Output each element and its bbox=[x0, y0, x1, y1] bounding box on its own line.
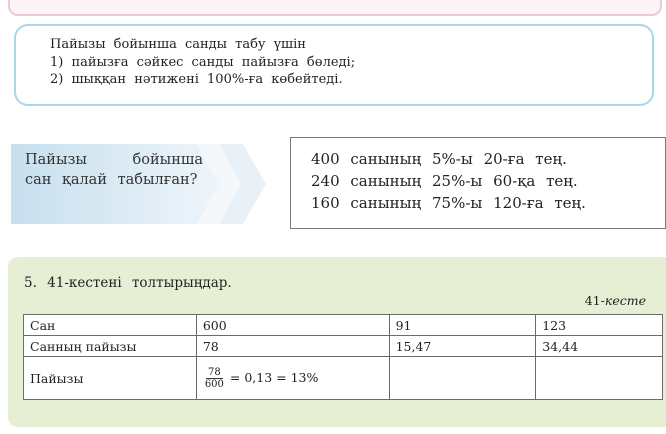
question-arrow bbox=[11, 144, 266, 224]
rule-title: Пайызы бойынша санды табу үшін bbox=[50, 37, 306, 52]
table-cell: Пайызы bbox=[24, 357, 197, 400]
rule-box bbox=[14, 24, 654, 106]
question-text: Пайызы бойынша сан қалай табылған? bbox=[25, 152, 203, 188]
table-row bbox=[24, 315, 663, 336]
fraction-denominator: 600 bbox=[204, 378, 224, 390]
exercise-panel bbox=[8, 257, 666, 427]
percent-table bbox=[23, 314, 663, 400]
table-cell: 34,44 bbox=[536, 336, 663, 357]
table-row bbox=[24, 336, 663, 357]
example-line: 240 санының 25%-ы 60-қа тең. bbox=[311, 172, 578, 190]
table-caption bbox=[585, 293, 646, 308]
table-cell: 91 bbox=[389, 315, 536, 336]
fraction bbox=[203, 367, 226, 390]
rule-step-2: 2) шыққан нәтижені 100%-ға көбейтеді. bbox=[50, 72, 343, 87]
top-decorative-box bbox=[8, 0, 662, 16]
example-line: 400 санының 5%-ы 20-ға тең. bbox=[311, 150, 567, 168]
table-cell-empty[interactable] bbox=[389, 357, 536, 400]
table-caption-number: 41- bbox=[584, 293, 605, 308]
table-cell: 78 bbox=[196, 336, 389, 357]
fraction-numerator: 78 bbox=[207, 366, 221, 378]
fraction-cell bbox=[196, 357, 389, 400]
examples-box bbox=[290, 137, 666, 229]
table-cell: Санның пайызы bbox=[24, 336, 197, 357]
table-cell: 600 bbox=[196, 315, 389, 336]
fraction-expression: = 0,13 = 13% bbox=[229, 369, 319, 385]
table-caption-word: кесте bbox=[604, 293, 646, 308]
table-row bbox=[24, 357, 663, 400]
table-cell: 15,47 bbox=[389, 336, 536, 357]
table-cell: 123 bbox=[536, 315, 663, 336]
rule-step-1: 1) пайызға сәйкес санды пайызға бөледі; bbox=[50, 54, 356, 70]
example-line: 160 санының 75%-ы 120-ға тең. bbox=[311, 194, 586, 212]
table-cell-empty[interactable] bbox=[536, 357, 663, 400]
exercise-title: 5. 41-кестені толтырыңдар. bbox=[24, 275, 232, 291]
table-cell: Сан bbox=[24, 315, 197, 336]
